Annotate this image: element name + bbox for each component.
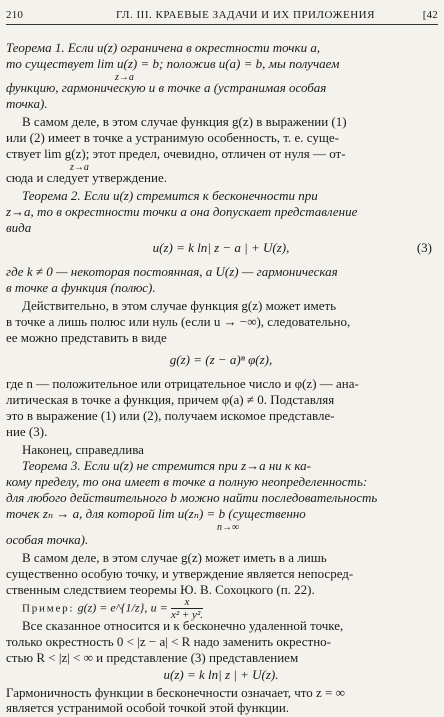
chapter-title: ГЛ. III. КРАЕВЫЕ ЗАДАЧИ И ИХ ПРИЛОЖЕНИЯ [116, 9, 375, 21]
final-line-2: является устранимой особой точкой этой функции. [6, 700, 290, 715]
final-line-1: Гармоничность функции в бесконечности означает, что z = ∞ [6, 685, 345, 700]
theorem-1-line-4: точка). [6, 96, 48, 111]
proof-1-line-3: ствует lim g(z); этот предел, очевидно, отличен от нуля — от- [6, 146, 346, 161]
proof-3-line-1: В самом деле, в этом случае g(z) может иметь в a лишь [22, 550, 327, 565]
proof-1-line-2: или (2) имеет в точке a устранимую особенность, т. е. суще- [6, 130, 339, 145]
fraction-denominator: x² + y². [170, 609, 203, 621]
equation-3: u(z) = k ln| z − a | + U(z), [152, 240, 290, 255]
infinity-line-1: Все сказанное относится и к бесконечно удаленной точке, [22, 618, 344, 633]
running-header [6, 8, 438, 25]
equation-4: g(z) = (z − a)ⁿ φ(z), [169, 352, 273, 367]
theorem-3-line-1: Теорема 3. Если u(z) не стремится при z→a ни к ка- [22, 458, 311, 473]
theorem-3-line-5: особая точка). [6, 532, 89, 547]
theorem-2-line-1: Теорема 2. Если u(z) стремится к бесконечности при [22, 188, 318, 203]
proof-2-line-1: Действительно, в этом случае функция g(z) может иметь [22, 298, 337, 313]
theorem-2-line-5: в точке a функция (полюс). [6, 280, 156, 295]
theorem-3-line-3: для любого действительного b можно найти последовательность [6, 490, 378, 505]
fraction-numerator: x [171, 596, 203, 609]
equation-infinity: u(z) = k ln| z | + U(z). [163, 667, 279, 682]
limit-subscript: z→a [70, 162, 89, 173]
example-formula-u: u = [150, 600, 168, 615]
theorem-3-line-2: кому пределу, то она имеет в точке a полную неопределенность: [6, 474, 368, 489]
proof-1-line-1: В самом деле, в этом случае функция g(z) в выражении (1) [22, 114, 347, 129]
theorem-1-line-3: функцию, гармоническую и в точке a (устранимая особая [6, 80, 327, 95]
theorem-1-line-2: то существует lim u(z) = b; положив u(a) = b, мы получаем [6, 56, 340, 71]
infinity-line-3: стью R < |z| < ∞ и представление (3) представлением [6, 650, 299, 665]
equation-number: (3) [416, 240, 432, 255]
section-number: [42 [422, 9, 438, 21]
limit-subscript: n→∞ [217, 522, 240, 533]
example-label: Пример: [22, 602, 75, 615]
theorem-2-line-2: z→a, то в окрестности точки a она допускает представление [6, 204, 358, 219]
proof-2-line-4: где n — положительное или отрицательное число и φ(z) — ана- [6, 376, 359, 391]
limit-subscript: z→a [115, 72, 134, 83]
proof-2-line-3: ее можно представить в виде [6, 330, 167, 345]
theorem-1-line-1: Теорема 1. Если u(z) ограничена в окрестности точки a, [6, 40, 321, 55]
example-formula-g: g(z) = e^{1/z}, [77, 600, 148, 615]
theorem-2-line-3: вида [6, 220, 32, 235]
proof-3-line-3: ственным следствием теоремы Ю. В. Сохоцкого (п. 22). [6, 582, 315, 597]
proof-2-line-5: литическая в точке a функция, причем φ(a) ≠ 0. Подставляя [6, 392, 335, 407]
infinity-line-2: только окрестность 0 < |z − a| < R надо заменить окрестно- [6, 634, 332, 649]
proof-2-line-7: ние (3). [6, 424, 48, 439]
proof-2-line-2: в точке a лишь полюс или нуль (если u → −∞), следовательно, [6, 314, 351, 329]
proof-2-line-6: это в выражение (1) или (2), получаем искомое представле- [6, 408, 335, 423]
page-number: 210 [6, 9, 24, 21]
theorem-3-line-4: точек zₙ → a, для которой lim u(zₙ) = b (существенно [6, 506, 306, 521]
proof-1-line-4: сюда и следует утверждение. [6, 170, 167, 185]
theorem-2-line-4: где k ≠ 0 — некоторая постоянная, а U(z) — гармоническая [6, 264, 338, 279]
proof-3-line-2: существенно особую точку, и утверждение является непосред- [6, 566, 354, 581]
intro-theorem-3: Наконец, справедлива [22, 442, 144, 457]
